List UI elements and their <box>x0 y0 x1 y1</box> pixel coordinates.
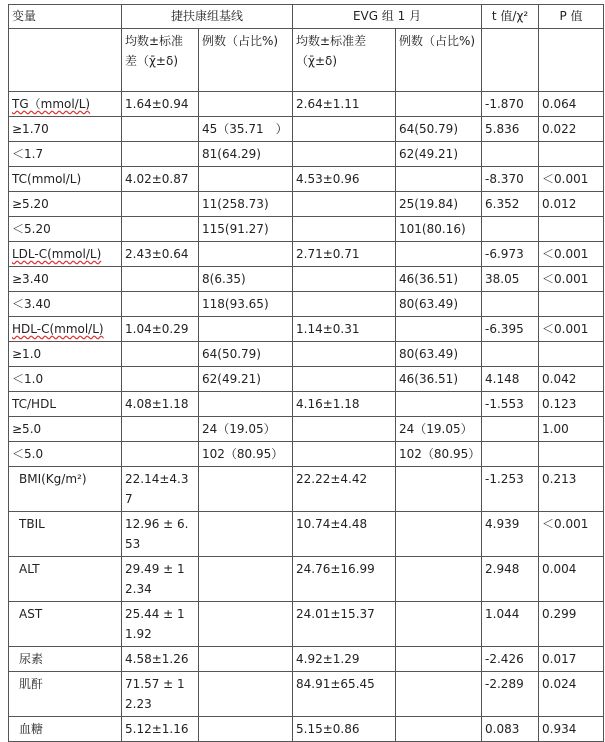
row-variable: ≥3.40 <box>9 267 122 292</box>
row-baseline-count: 115(91.27) <box>199 217 293 242</box>
row-variable: TC(mmol/L) <box>9 167 122 192</box>
row-baseline-mean-sd: 12.96 ± 6.53 <box>122 512 199 557</box>
table-row <box>9 467 604 512</box>
table-row <box>9 242 604 267</box>
row-p-value: 0.123 <box>539 392 604 417</box>
subheader-mean-sd-evg: 均数±标准差（χ̄±δ) <box>293 29 396 92</box>
row-evg-mean-sd: 2.64±1.11 <box>293 92 396 117</box>
row-baseline-count <box>199 717 293 742</box>
subheader-mean-sd-baseline: 均数±标准差（χ̄±δ) <box>122 29 199 92</box>
row-baseline-count <box>199 602 293 647</box>
row-p-value: 0.022 <box>539 117 604 142</box>
row-p-value <box>539 342 604 367</box>
table-row <box>9 602 604 647</box>
table-row <box>9 512 604 557</box>
row-variable: ≥1.0 <box>9 342 122 367</box>
row-stat-value <box>482 342 539 367</box>
row-p-value <box>539 292 604 317</box>
row-variable: TC/HDL <box>9 392 122 417</box>
row-evg-mean-sd: 84.91±65.45 <box>293 672 396 717</box>
row-stat-value <box>482 292 539 317</box>
row-variable: ≥1.70 <box>9 117 122 142</box>
row-baseline-count <box>199 92 293 117</box>
row-p-value: 0.012 <box>539 192 604 217</box>
row-evg-count: 24（19.05） <box>396 417 482 442</box>
row-stat-value: 38.05 <box>482 267 539 292</box>
row-evg-mean-sd: 24.01±15.37 <box>293 602 396 647</box>
row-variable: BMI(Kg/m²) <box>9 467 122 512</box>
row-variable: 尿素 <box>9 647 122 672</box>
row-baseline-mean-sd: 1.64±0.94 <box>122 92 199 117</box>
row-p-value: ＜0.001 <box>539 242 604 267</box>
table-row <box>9 192 604 217</box>
row-evg-mean-sd <box>293 342 396 367</box>
row-baseline-count: 81(64.29) <box>199 142 293 167</box>
row-p-value <box>539 142 604 167</box>
row-evg-count: 102（80.95） <box>396 442 482 467</box>
subheader-empty <box>539 29 604 92</box>
row-p-value: 0.299 <box>539 602 604 647</box>
table-row <box>9 717 604 742</box>
row-variable: ALT <box>9 557 122 602</box>
header-baseline-group: 捷扶康组基线 <box>122 5 293 29</box>
subheader-empty <box>482 29 539 92</box>
row-stat-value: -6.395 <box>482 317 539 342</box>
row-p-value: ＜0.001 <box>539 317 604 342</box>
row-stat-value: -8.370 <box>482 167 539 192</box>
row-baseline-mean-sd: 4.08±1.18 <box>122 392 199 417</box>
row-variable: 肌酐 <box>9 672 122 717</box>
row-stat-value: -2.289 <box>482 672 539 717</box>
row-baseline-mean-sd: 29.49 ± 12.34 <box>122 557 199 602</box>
row-baseline-mean-sd <box>122 292 199 317</box>
row-stat-value: -6.973 <box>482 242 539 267</box>
row-stat-value <box>482 217 539 242</box>
subheader-empty <box>9 29 122 92</box>
row-baseline-count: 45（35.71 ） <box>199 117 293 142</box>
row-evg-mean-sd: 4.16±1.18 <box>293 392 396 417</box>
row-evg-count <box>396 92 482 117</box>
row-baseline-mean-sd: 25.44 ± 11.92 <box>122 602 199 647</box>
row-stat-value: -2.426 <box>482 647 539 672</box>
row-variable: HDL-C(mmol/L) <box>9 317 122 342</box>
table-row <box>9 142 604 167</box>
row-evg-count <box>396 317 482 342</box>
row-baseline-mean-sd: 4.58±1.26 <box>122 647 199 672</box>
row-variable: ＜1.7 <box>9 142 122 167</box>
row-variable: ≥5.20 <box>9 192 122 217</box>
header-variable: 变量 <box>9 5 122 29</box>
row-stat-value: 1.044 <box>482 602 539 647</box>
row-p-value: 0.004 <box>539 557 604 602</box>
row-p-value: ＜0.001 <box>539 512 604 557</box>
row-evg-mean-sd <box>293 217 396 242</box>
table-row <box>9 557 604 602</box>
row-baseline-mean-sd <box>122 142 199 167</box>
row-stat-value: 4.148 <box>482 367 539 392</box>
table-body <box>9 92 604 742</box>
row-evg-count <box>396 242 482 267</box>
row-evg-mean-sd: 4.92±1.29 <box>293 647 396 672</box>
row-stat-value: 5.836 <box>482 117 539 142</box>
row-variable: TBIL <box>9 512 122 557</box>
row-stat-value: 4.939 <box>482 512 539 557</box>
row-evg-count: 25(19.84) <box>396 192 482 217</box>
row-p-value: 0.024 <box>539 672 604 717</box>
table-row <box>9 417 604 442</box>
row-evg-mean-sd: 4.53±0.96 <box>293 167 396 192</box>
row-baseline-mean-sd <box>122 367 199 392</box>
row-evg-count: 101(80.16) <box>396 217 482 242</box>
row-evg-mean-sd <box>293 417 396 442</box>
row-baseline-mean-sd <box>122 342 199 367</box>
row-baseline-count <box>199 467 293 512</box>
row-p-value: 0.213 <box>539 467 604 512</box>
row-evg-mean-sd <box>293 192 396 217</box>
row-p-value: 0.017 <box>539 647 604 672</box>
row-evg-count: 46(36.51) <box>396 267 482 292</box>
row-evg-mean-sd <box>293 267 396 292</box>
row-evg-mean-sd <box>293 442 396 467</box>
row-evg-mean-sd: 2.71±0.71 <box>293 242 396 267</box>
row-stat-value: 6.352 <box>482 192 539 217</box>
table-row <box>9 117 604 142</box>
row-evg-count: 80(63.49) <box>396 292 482 317</box>
row-evg-mean-sd: 24.76±16.99 <box>293 557 396 602</box>
row-baseline-count: 64(50.79) <box>199 342 293 367</box>
row-baseline-count: 24（19.05） <box>199 417 293 442</box>
row-baseline-count: 8(6.35) <box>199 267 293 292</box>
row-baseline-count <box>199 512 293 557</box>
table-row <box>9 342 604 367</box>
data-table <box>8 4 604 742</box>
row-baseline-count <box>199 672 293 717</box>
row-evg-count <box>396 467 482 512</box>
row-evg-count: 62(49.21) <box>396 142 482 167</box>
row-baseline-mean-sd <box>122 192 199 217</box>
row-p-value <box>539 442 604 467</box>
row-baseline-count: 62(49.21) <box>199 367 293 392</box>
row-stat-value: -1.553 <box>482 392 539 417</box>
table-row <box>9 672 604 717</box>
row-baseline-count: 118(93.65) <box>199 292 293 317</box>
row-evg-count: 46(36.51) <box>396 367 482 392</box>
row-baseline-mean-sd <box>122 442 199 467</box>
row-evg-mean-sd <box>293 142 396 167</box>
row-baseline-mean-sd <box>122 217 199 242</box>
row-evg-count <box>396 392 482 417</box>
row-baseline-mean-sd: 4.02±0.87 <box>122 167 199 192</box>
subheader-count-evg: 例数（占比%) <box>396 29 482 92</box>
row-evg-mean-sd <box>293 367 396 392</box>
header-row <box>9 5 604 29</box>
row-variable: 血糖 <box>9 717 122 742</box>
row-baseline-count: 11(258.73) <box>199 192 293 217</box>
table-row <box>9 292 604 317</box>
table-row <box>9 392 604 417</box>
table-row <box>9 267 604 292</box>
row-p-value: 0.064 <box>539 92 604 117</box>
row-baseline-mean-sd: 2.43±0.64 <box>122 242 199 267</box>
table-row <box>9 367 604 392</box>
row-stat-value: 2.948 <box>482 557 539 602</box>
row-baseline-count <box>199 557 293 602</box>
row-baseline-count: 102（80.95） <box>199 442 293 467</box>
row-evg-mean-sd <box>293 117 396 142</box>
row-baseline-mean-sd: 71.57 ± 12.23 <box>122 672 199 717</box>
table-row <box>9 217 604 242</box>
row-variable: ＜3.40 <box>9 292 122 317</box>
row-variable: ＜1.0 <box>9 367 122 392</box>
row-evg-count <box>396 717 482 742</box>
row-evg-mean-sd: 22.22±4.42 <box>293 467 396 512</box>
row-evg-count <box>396 557 482 602</box>
row-variable: ≥5.0 <box>9 417 122 442</box>
row-stat-value: 0.083 <box>482 717 539 742</box>
row-stat-value <box>482 142 539 167</box>
row-stat-value <box>482 442 539 467</box>
subheader-count-baseline: 例数（占比%) <box>199 29 293 92</box>
row-baseline-mean-sd: 22.14±4.37 <box>122 467 199 512</box>
row-variable: TG（mmol/L) <box>9 92 122 117</box>
row-evg-count: 64(50.79) <box>396 117 482 142</box>
row-evg-mean-sd: 1.14±0.31 <box>293 317 396 342</box>
table-row <box>9 92 604 117</box>
row-p-value: ＜0.001 <box>539 267 604 292</box>
row-baseline-mean-sd <box>122 117 199 142</box>
row-evg-count <box>396 672 482 717</box>
row-baseline-count <box>199 242 293 267</box>
row-baseline-mean-sd <box>122 267 199 292</box>
row-evg-count <box>396 167 482 192</box>
row-variable: AST <box>9 602 122 647</box>
row-evg-mean-sd <box>293 292 396 317</box>
table-row <box>9 442 604 467</box>
row-baseline-count <box>199 317 293 342</box>
row-variable: ＜5.20 <box>9 217 122 242</box>
subheader-row <box>9 29 604 92</box>
row-stat-value: -1.870 <box>482 92 539 117</box>
row-p-value: 1.00 <box>539 417 604 442</box>
table-row <box>9 317 604 342</box>
row-evg-mean-sd: 10.74±4.48 <box>293 512 396 557</box>
row-evg-count <box>396 512 482 557</box>
row-baseline-mean-sd: 1.04±0.29 <box>122 317 199 342</box>
row-p-value: ＜0.001 <box>539 167 604 192</box>
row-p-value: 0.042 <box>539 367 604 392</box>
row-p-value <box>539 217 604 242</box>
header-evg-group: EVG 组 1 月 <box>293 5 482 29</box>
row-evg-mean-sd: 5.15±0.86 <box>293 717 396 742</box>
row-baseline-mean-sd <box>122 417 199 442</box>
row-evg-count <box>396 602 482 647</box>
header-p: P 值 <box>539 5 604 29</box>
row-variable: LDL-C(mmol/L) <box>9 242 122 267</box>
row-baseline-count <box>199 167 293 192</box>
table-row <box>9 167 604 192</box>
header-stat: t 值/χ² <box>482 5 539 29</box>
row-stat-value <box>482 417 539 442</box>
row-stat-value: -1.253 <box>482 467 539 512</box>
row-p-value: 0.934 <box>539 717 604 742</box>
row-evg-count: 80(63.49) <box>396 342 482 367</box>
row-baseline-mean-sd: 5.12±1.16 <box>122 717 199 742</box>
row-baseline-count <box>199 392 293 417</box>
row-variable: ＜5.0 <box>9 442 122 467</box>
